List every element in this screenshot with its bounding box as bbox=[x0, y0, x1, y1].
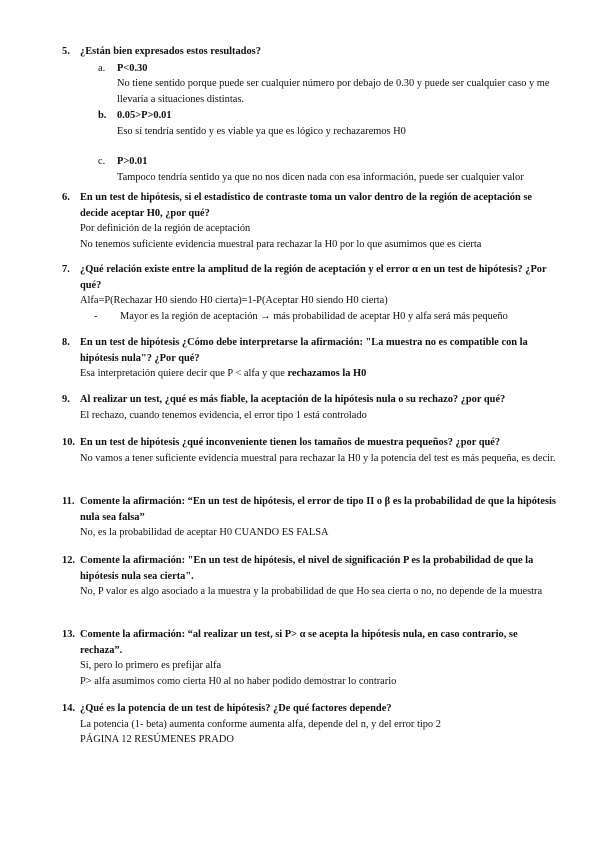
question-number: 11. bbox=[62, 496, 75, 507]
question-number: 8. bbox=[62, 337, 70, 348]
question-number: 14. bbox=[62, 703, 75, 714]
answer-line: La potencia (1- beta) aumenta conforme aumenta alfa, depende del n, y del error tipo 2 bbox=[80, 718, 441, 730]
option-explanation: No tiene sentido porque puede ser cualquier número por debajo de 0.30 y puede ser cualquier caso y me llevaría a situaciones distintas. bbox=[117, 78, 550, 105]
answer-text: Esa interpretación quiere decir que P < alfa y que bbox=[80, 368, 288, 379]
answer-line: No, P valor es algo asociado a la muestra y la probabilidad de que Ho sea cierta o no, no depende de la muestra bbox=[80, 586, 543, 597]
answer-line: P> alfa asumimos como cierta H0 al no haber podido demostrar lo contrario bbox=[80, 675, 397, 687]
option-b bbox=[98, 108, 562, 139]
question-title: ¿Qué relación existe entre la amplitud de la región de aceptación y el error α en un test de hipótesis? ¿Por qué? bbox=[80, 264, 547, 291]
question-12 bbox=[62, 553, 562, 600]
question-title: Comente la afirmación: “al realizar un test, si P> α se acepta la hipótesis nula, en caso contrario, se rechaza”. bbox=[80, 629, 518, 656]
answer-line: No, es la probabilidad de aceptar H0 CUANDO ES FALSA bbox=[80, 527, 329, 538]
question-10 bbox=[62, 435, 562, 466]
question-number: 7. bbox=[62, 264, 70, 275]
question-title: Comente la afirmación: “En un test de hipótesis, el error de tipo II o β es la probabilidad de que la hipótesis nula sea falsa” bbox=[80, 496, 556, 523]
answer-line: No vamos a tener suficiente evidencia muestral para rechazar la H0 y la potencia del test es más pequeña, es decir. bbox=[80, 452, 556, 464]
option-c bbox=[98, 154, 562, 185]
question-6 bbox=[62, 190, 562, 252]
option-a bbox=[98, 61, 562, 108]
question-title: ¿Qué es la potencia de un test de hipótesis? ¿De qué factores depende? bbox=[80, 703, 392, 714]
question-5 bbox=[62, 44, 562, 185]
option-value: 0.05>P>0.01 bbox=[117, 110, 172, 121]
question-8 bbox=[62, 335, 562, 382]
question-number: 13. bbox=[62, 629, 75, 640]
question-title: En un test de hipótesis ¿Cómo debe interpretarse la afirmación: "La muestra no es compatible con la hipótesis nula"? ¿Por qué? bbox=[80, 337, 528, 364]
answer-line: No tenemos suficiente evidencia muestral para rechazar la H0 por lo que asumimos que es cierta bbox=[80, 238, 482, 250]
page-footer-note: PÁGINA 12 RESÚMENES PRADO bbox=[80, 734, 234, 745]
question-title: ¿Están bien expresados estos resultados? bbox=[80, 46, 261, 57]
question-number: 6. bbox=[62, 192, 70, 203]
question-number: 10. bbox=[62, 437, 75, 448]
answer-emphasis: rechazamos la H0 bbox=[287, 368, 367, 379]
question-title: En un test de hipótesis, si el estadístico de contraste toma un valor dentro de la región de aceptación se decide aceptar H0, ¿por qué? bbox=[80, 192, 532, 219]
bullet-text: Mayor es la región de aceptación → más probabilidad de aceptar H0 y alfa será más pequeño bbox=[120, 310, 508, 322]
option-letter: c. bbox=[98, 156, 106, 167]
option-explanation: Eso sí tendría sentido y es viable ya que es lógico y rechazaremos H0 bbox=[117, 125, 406, 137]
question-11 bbox=[62, 494, 562, 541]
option-letter: b. bbox=[98, 110, 107, 121]
answer-line bbox=[80, 366, 562, 382]
answer-line: El rechazo, cuando tenemos evidencia, el error tipo 1 está controlado bbox=[80, 409, 367, 421]
question-title: En un test de hipótesis ¿qué inconveniente tienen los tamaños de muestra pequeños? ¿por qué? bbox=[80, 437, 501, 448]
question-13 bbox=[62, 627, 562, 689]
question-title: Al realizar un test, ¿qué es más fiable, la aceptación de la hipótesis nula o su rechazo? ¿por qué? bbox=[80, 394, 506, 405]
bullet-item bbox=[80, 309, 562, 325]
question-9 bbox=[62, 392, 562, 423]
option-value: P>0.01 bbox=[117, 156, 148, 167]
dash-marker: - bbox=[94, 310, 98, 322]
question-number: 12. bbox=[62, 555, 75, 566]
formula-line: Alfa=P(Rechazar H0 siendo H0 cierta)=1-P(Aceptar H0 siendo H0 cierta) bbox=[80, 295, 388, 306]
option-explanation: Tampoco tendría sentido ya que no nos dicen nada con esa información, puede ser cualquier valor bbox=[117, 171, 524, 183]
option-value: P<0.30 bbox=[117, 62, 148, 74]
option-letter: a. bbox=[98, 62, 106, 74]
question-number: 9. bbox=[62, 394, 70, 405]
question-7 bbox=[62, 262, 562, 324]
answer-line: Por definición de la región de aceptación bbox=[80, 223, 251, 234]
question-number: 5. bbox=[62, 46, 70, 57]
question-14 bbox=[62, 701, 562, 748]
question-title: Comente la afirmación: "En un test de hipótesis, el nivel de significación P es la probabilidad de que la hipótesis nula sea cierta". bbox=[80, 555, 534, 582]
answer-line: Si, pero lo primero es prefijar alfa bbox=[80, 660, 222, 671]
